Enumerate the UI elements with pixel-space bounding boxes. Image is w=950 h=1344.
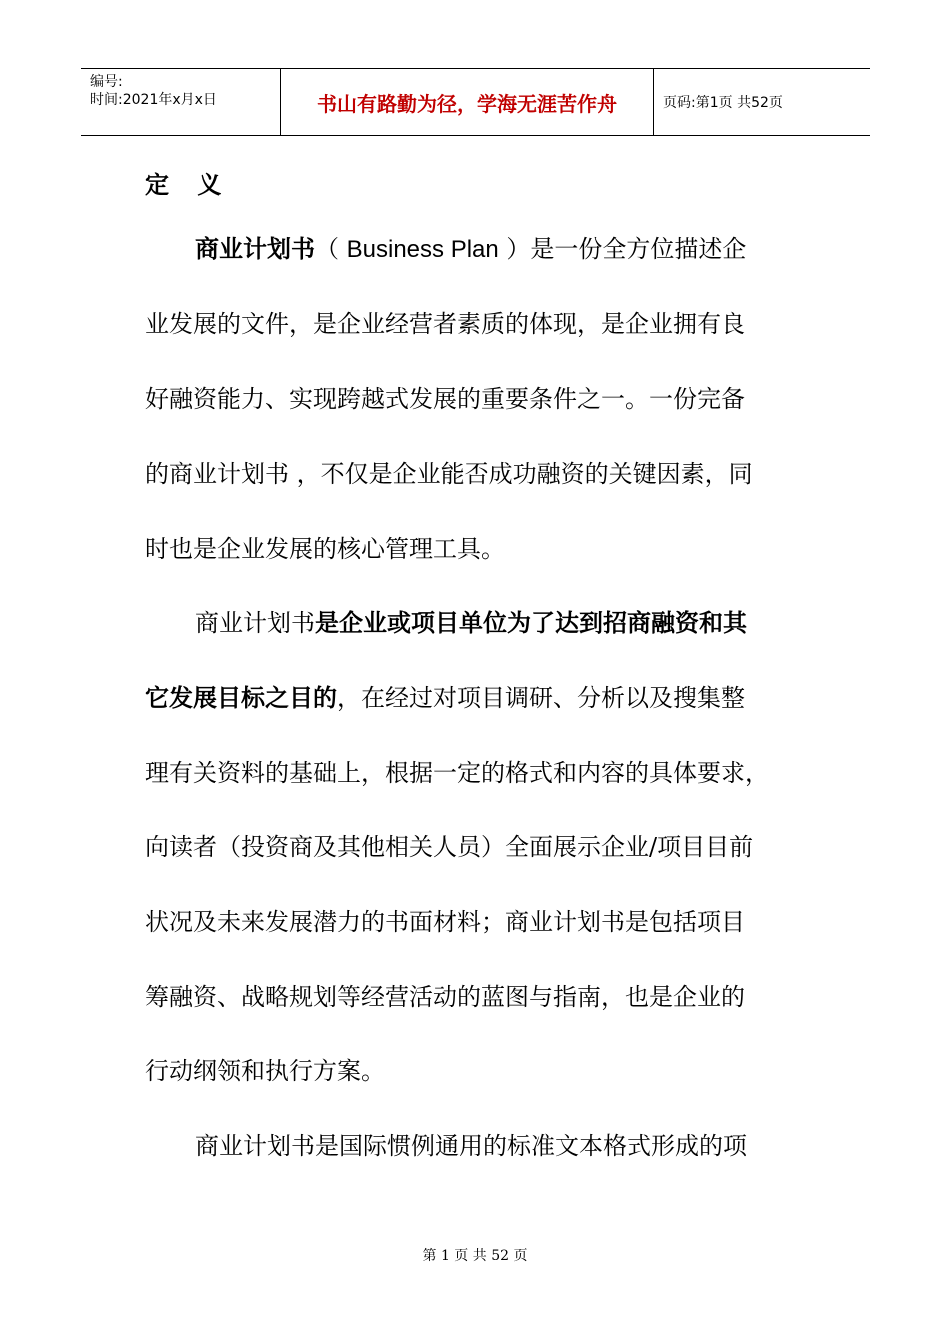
section-title: 定 义: [145, 170, 232, 199]
paren-open: （: [315, 235, 347, 263]
english-term: Business Plan: [346, 236, 499, 263]
paragraph-line: 理有关资料的基础上，根据一定的格式和内容的具体要求，: [145, 759, 769, 787]
paragraph-line: [145, 681, 745, 715]
paragraph-line: 筹融资、战略规划等经营活动的蓝图与指南，也是企业的: [145, 983, 745, 1011]
line-rest: ）是一份全方位描述企: [498, 235, 747, 263]
document-time-label: 时间:2021年x月x日: [90, 92, 217, 108]
paragraph-line: 行动纲领和执行方案。: [145, 1057, 385, 1085]
header-motto-cell: [281, 69, 654, 135]
paragraph-line: [195, 606, 747, 640]
paragraph-line: 的商业计划书 ，不仅是企业能否成功融资的关键因素，同: [145, 460, 753, 488]
document-number-label: 编号:: [90, 74, 123, 90]
header-page-cell: [654, 69, 870, 135]
paragraph-line: 业发展的文件，是企业经营者素质的体现，是企业拥有良: [145, 310, 745, 338]
document-header: [81, 68, 870, 136]
paragraph-line: [195, 232, 746, 267]
line-rest: ，在经过对项目调研、分析以及搜集整: [337, 684, 745, 712]
header-page-code: 页码:第1页 共52页: [663, 95, 783, 111]
paragraph-line: 时也是企业发展的核心管理工具。: [145, 535, 505, 563]
bold-term: 商业计划书: [195, 234, 315, 263]
bold-phrase: 是企业或项目单位为了达到招商融资和其: [315, 608, 747, 637]
line-start: 商业计划书: [195, 609, 315, 637]
bold-phrase: 它发展目标之目的: [145, 683, 337, 712]
paragraph-line: 商业计划书是国际惯例通用的标准文本格式形成的项: [195, 1132, 747, 1160]
paragraph-line: 状况及未来发展潜力的书面材料；商业计划书是包括项目: [145, 908, 745, 936]
paragraph-line: 好融资能力、实现跨越式发展的重要条件之一。一份完备: [145, 385, 745, 413]
paragraph-line: 向读者（投资商及其他相关人员）全面展示企业/项目目前: [145, 833, 754, 861]
page-footer: 第 1 页 共 52 页: [422, 1248, 528, 1264]
header-motto: 书山有路勤为径，学海无涯苦作舟: [317, 92, 617, 116]
header-info-cell: [81, 69, 281, 135]
